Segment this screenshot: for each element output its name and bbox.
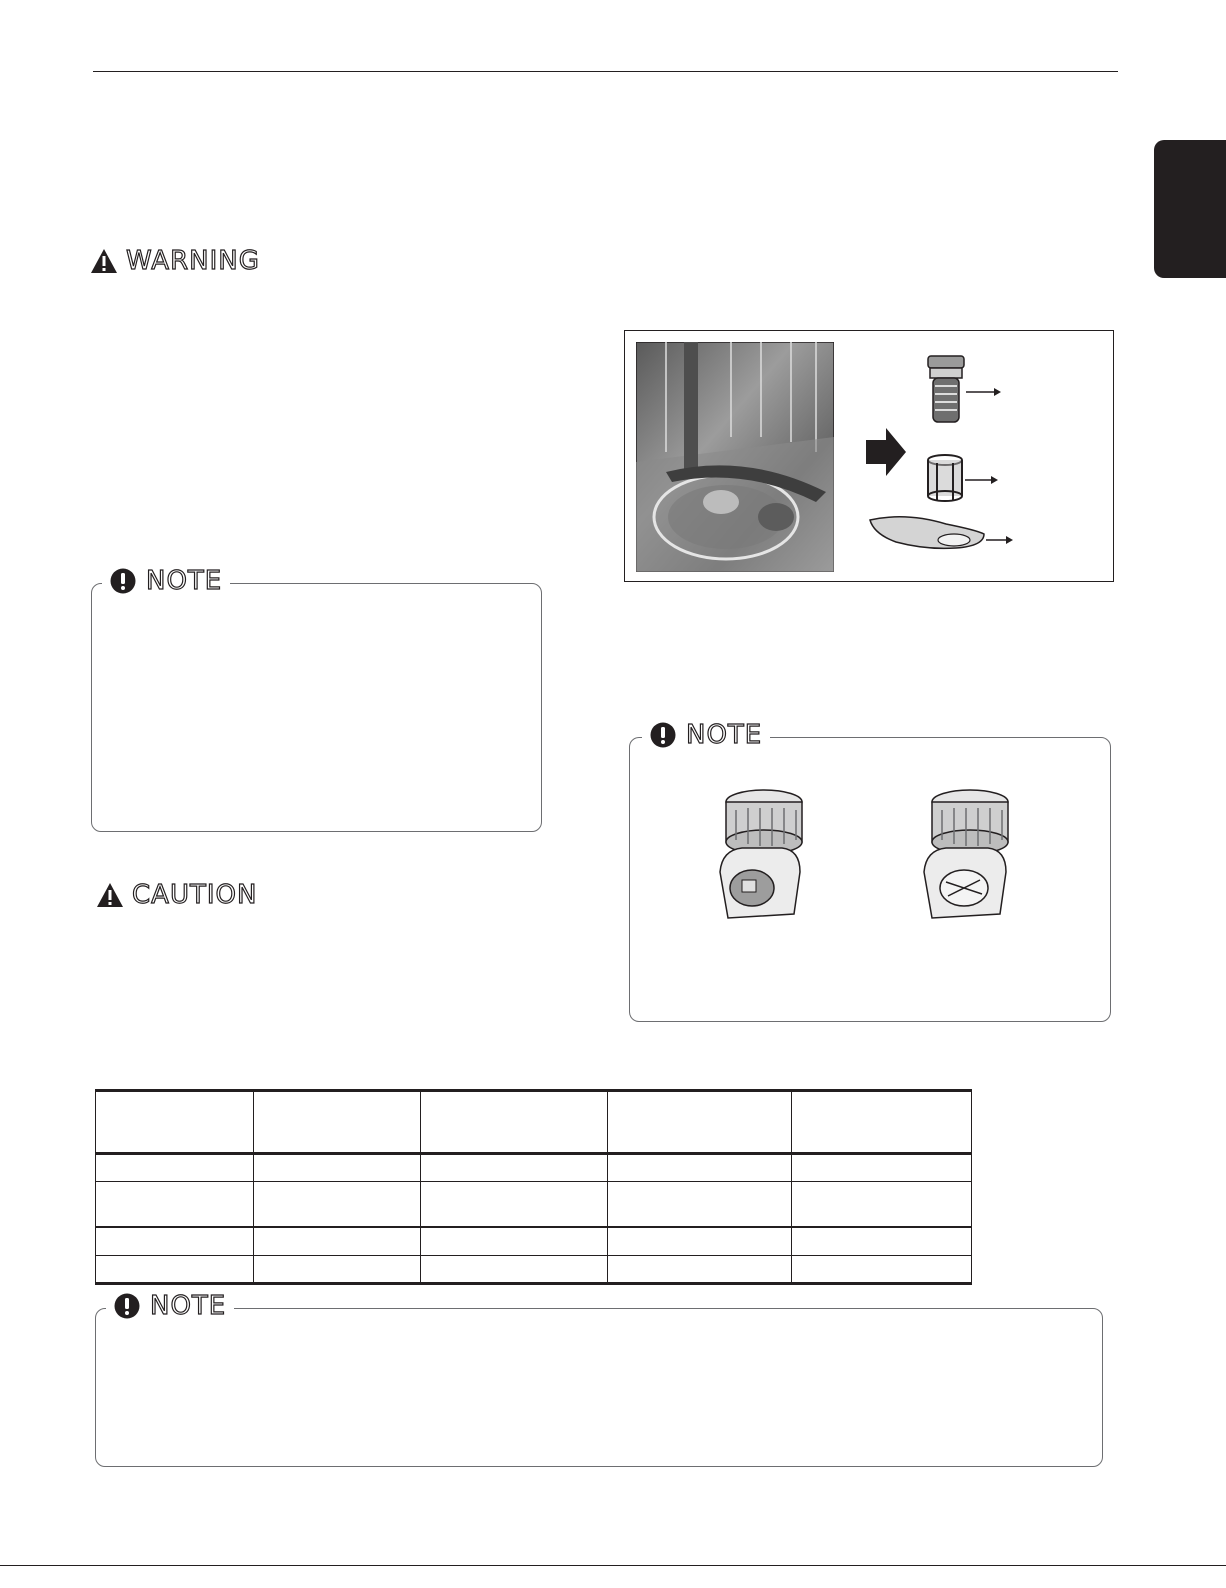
warning-triangle-icon [96, 882, 124, 908]
table-cell [253, 1182, 420, 1228]
note-label-3: NOTE [150, 1291, 227, 1321]
table-row [96, 1182, 972, 1228]
right-arrow-icon [866, 428, 906, 476]
table-cell [792, 1154, 972, 1182]
spec-table [95, 1089, 972, 1285]
note-legend-1 [102, 566, 230, 596]
table-cell [792, 1227, 972, 1256]
table-cell [96, 1256, 254, 1284]
footer-rule [0, 1565, 1226, 1566]
table-cell [96, 1154, 254, 1182]
table-cell [792, 1256, 972, 1284]
warning-heading [90, 246, 260, 276]
table-cell [420, 1256, 608, 1284]
note-label-2: NOTE [686, 720, 763, 750]
table-row [96, 1227, 972, 1256]
mesh-filter-part [925, 454, 1001, 504]
dishwasher-tub-photo [636, 342, 834, 572]
filter-illustration-2 [906, 784, 1022, 924]
table-cell [420, 1227, 608, 1256]
table-cell [253, 1091, 420, 1154]
table-row [96, 1154, 972, 1182]
sump-plate-part [866, 512, 1016, 552]
caution-heading [96, 880, 257, 910]
table-cell [608, 1256, 792, 1284]
exclamation-circle-icon [114, 1293, 140, 1319]
section-tab [1154, 140, 1226, 278]
table-row [96, 1256, 972, 1284]
table-header-row [96, 1091, 972, 1154]
filter-illustration-1 [702, 784, 814, 924]
table-cell [96, 1091, 254, 1154]
table-cell [253, 1227, 420, 1256]
warning-triangle-icon [90, 248, 118, 274]
note-legend-2 [642, 720, 770, 750]
filter-assembly-part [922, 352, 1002, 430]
header-rule [93, 71, 1118, 72]
table-cell [608, 1182, 792, 1228]
exclamation-circle-icon [110, 568, 136, 594]
table-cell [608, 1227, 792, 1256]
table-cell [792, 1091, 972, 1154]
note-legend-3 [106, 1291, 234, 1321]
table-cell [96, 1227, 254, 1256]
table-cell [608, 1154, 792, 1182]
table-cell [253, 1154, 420, 1182]
table-cell [608, 1091, 792, 1154]
exclamation-circle-icon [650, 722, 676, 748]
table-cell [420, 1091, 608, 1154]
table-cell [96, 1182, 254, 1228]
caution-label: CAUTION [132, 880, 258, 910]
warning-label: WARNING [126, 246, 260, 276]
table-cell [792, 1182, 972, 1228]
note-label-1: NOTE [146, 566, 223, 596]
table-cell [420, 1182, 608, 1228]
note-box-1 [91, 566, 542, 832]
note-box-3 [95, 1291, 1103, 1467]
table-cell [253, 1256, 420, 1284]
table-cell [420, 1154, 608, 1182]
